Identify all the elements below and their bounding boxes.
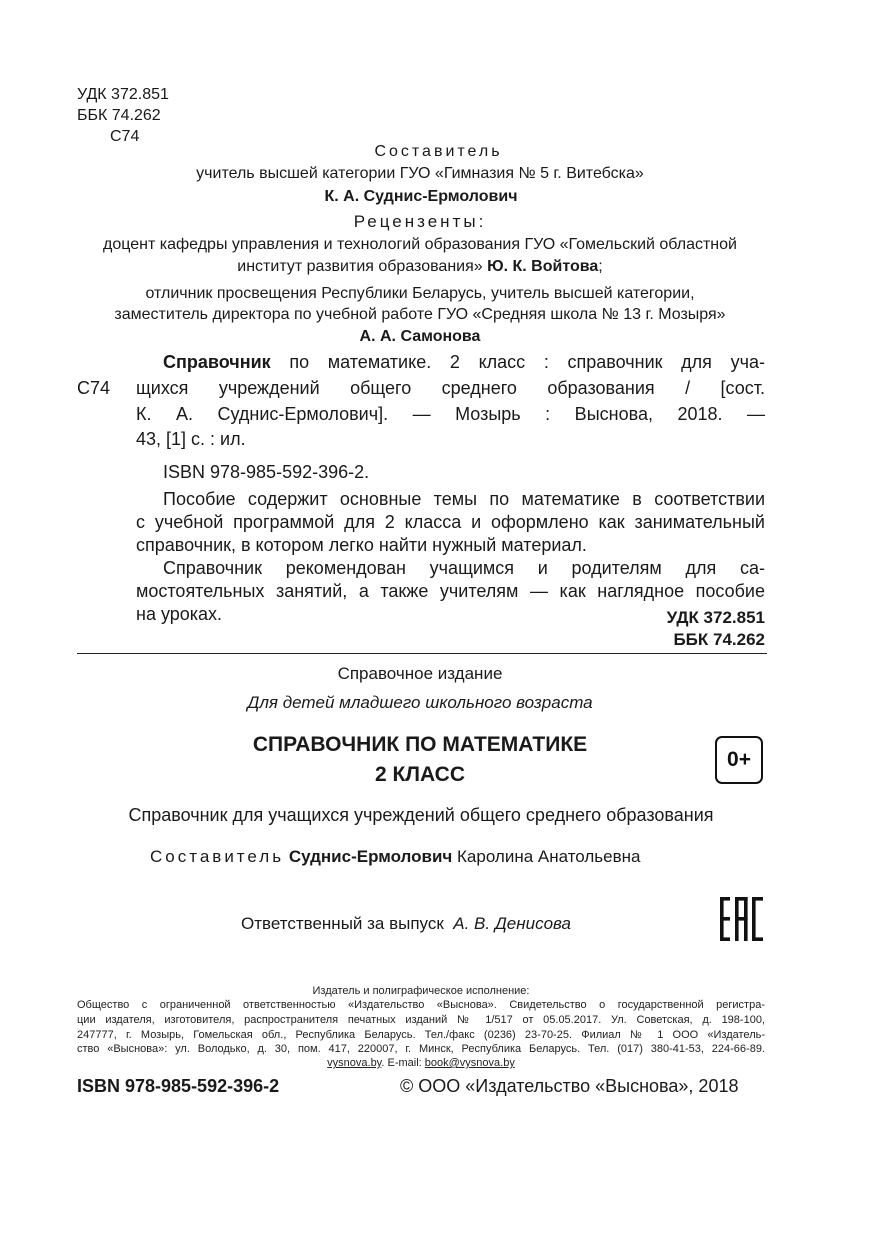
publisher-line-3-wrap xyxy=(77,1029,765,1041)
publisher-line-2-wrap xyxy=(77,1014,765,1026)
annotation-2-line-1-wrap xyxy=(163,558,765,579)
catalog-line-2: щихся учреждений общего среднего образования / [сост. xyxy=(136,378,765,398)
publisher-line-4-wrap xyxy=(77,1043,765,1055)
catalog-line-4: 43, [1] с. : ил. xyxy=(136,429,246,449)
reviewers-heading: Рецензенты: xyxy=(353,212,487,231)
edition-grade: 2 КЛАСС xyxy=(374,763,466,786)
reviewer-1-name: Ю. К. Войтова xyxy=(487,258,599,275)
catalog-line-2-wrap xyxy=(136,378,765,399)
author-sign: С74 xyxy=(110,128,140,145)
edition-compiler-surname: Суднис-Ермолович xyxy=(288,847,453,866)
publisher-line-3: 247777, г. Мозырь, Гомельская обл., Республика Беларусь. Тел./факс (0236) 23-70-25. Филиал № 1 ООО «Издатель- xyxy=(77,1029,765,1041)
catalog-title-bold: Справочник xyxy=(163,352,271,372)
reviewer-1-line-2 xyxy=(0,258,840,276)
compiler-heading: Составитель xyxy=(374,143,503,160)
edition-subtitle: Справочник для учащихся учреждений общего среднего образования xyxy=(128,805,714,825)
publisher-line-1-wrap xyxy=(77,999,765,1011)
reviewer-2-line-2: заместитель директора по учебной работе ГУО «Средняя школа № 13 г. Мозыря» xyxy=(114,306,726,323)
edition-audience: Для детей младшего школьного возраста xyxy=(247,693,593,712)
age-rating-badge: 0+ xyxy=(715,736,763,784)
publisher-line-2: ции издателя, изготовителя, распространителя печатных изданий № 1/517 от 05.05.2017. Ул. Советская, д. 198-100, xyxy=(77,1014,765,1026)
catalog-line-3-wrap xyxy=(136,404,765,425)
edition-title: СПРАВОЧНИК ПО МАТЕМАТИКЕ xyxy=(252,733,588,756)
annotation-2-line-2: мостоятельных занятий, а также учителям — как наглядное пособие xyxy=(136,581,765,601)
responsible-name: А. В. Денисова xyxy=(453,914,571,933)
annotation-1-line-3: справочник, в котором легко найти нужный материал. xyxy=(136,535,587,555)
reviewer-1-line-1: доцент кафедры управления и технологий образования ГУО «Гомельский областной xyxy=(103,236,737,253)
footer-isbn: ISBN 978-985-592-396-2 xyxy=(77,1076,280,1096)
edition-type: Справочное издание xyxy=(337,664,503,683)
catalog-line-1 xyxy=(163,352,765,373)
catalog-line-1-rest: по математике. 2 класс : справочник для уча- xyxy=(289,352,765,372)
reviewer-2-line-1: отличник просвещения Республики Беларусь, учитель высшей категории, xyxy=(145,285,695,302)
reviewer-2-name: А. А. Самонова xyxy=(359,328,481,345)
annotation-1-line-2: с учебной программой для 2 класса и оформлено как занимательный xyxy=(136,512,765,532)
edition-compiler-label: Составитель xyxy=(150,847,285,866)
reviewer-1-suffix: ; xyxy=(598,258,603,275)
publisher-email-label: . E-mail: xyxy=(381,1057,422,1069)
responsible-line xyxy=(241,914,571,934)
eac-conformity-icon xyxy=(719,896,765,942)
footer-copyright: © ООО «Издательство «Выснова», 2018 xyxy=(400,1076,739,1096)
reviewer-1-org: институт развития образования» xyxy=(237,258,483,275)
udk-code: УДК 372.851 xyxy=(77,86,169,103)
annotation-2-line-2-wrap xyxy=(136,581,765,602)
bbk-code: ББК 74.262 xyxy=(77,107,161,124)
publisher-website-link[interactable]: vysnova.by xyxy=(327,1057,382,1069)
compiler-description: учитель высшей категории ГУО «Гимназия № 5 г. Витебска» xyxy=(196,165,644,182)
publisher-contacts xyxy=(0,1057,842,1069)
publisher-line-4: ство «Выснова»: ул. Володько, д. 30, пом. 417, 220007, г. Минск, Республика Беларусь. Тел. (017) 380-41-53, 224-66-89. xyxy=(77,1043,765,1055)
catalog-bbk: ББК 74.262 xyxy=(673,630,765,649)
annotation-1-line-2-wrap xyxy=(136,512,765,533)
annotation-1-line-1: Пособие содержит основные темы по математике в соответствии xyxy=(163,489,765,509)
annotation-2-line-1: Справочник рекомендован учащимся и родителям для са- xyxy=(163,558,765,578)
edition-compiler-given: Каролина Анатольевна xyxy=(457,847,641,866)
annotation-1-line-1-wrap xyxy=(163,489,765,510)
publisher-heading: Издатель и полиграфическое исполнение: xyxy=(312,985,530,997)
responsible-label: Ответственный за выпуск xyxy=(241,914,444,933)
catalog-author-sign: С74 xyxy=(77,378,111,398)
annotation-2-line-3: на уроках. xyxy=(136,604,223,624)
section-divider xyxy=(77,653,767,654)
compiler-name: К. А. Суднис-Ермолович xyxy=(324,188,518,205)
publisher-email-link[interactable]: book@vysnova.by xyxy=(424,1057,515,1069)
catalog-isbn: ISBN 978-985-592-396-2. xyxy=(163,462,370,482)
catalog-udk: УДК 372.851 xyxy=(666,608,765,627)
edition-compiler xyxy=(150,847,641,867)
publisher-line-1: Общество с ограниченной ответственностью «Издательство «Выснова». Свидетельство о государственной регистра- xyxy=(77,999,765,1011)
catalog-line-3: К. А. Суднис-Ермолович]. — Мозырь : Выснова, 2018. — xyxy=(136,404,765,424)
